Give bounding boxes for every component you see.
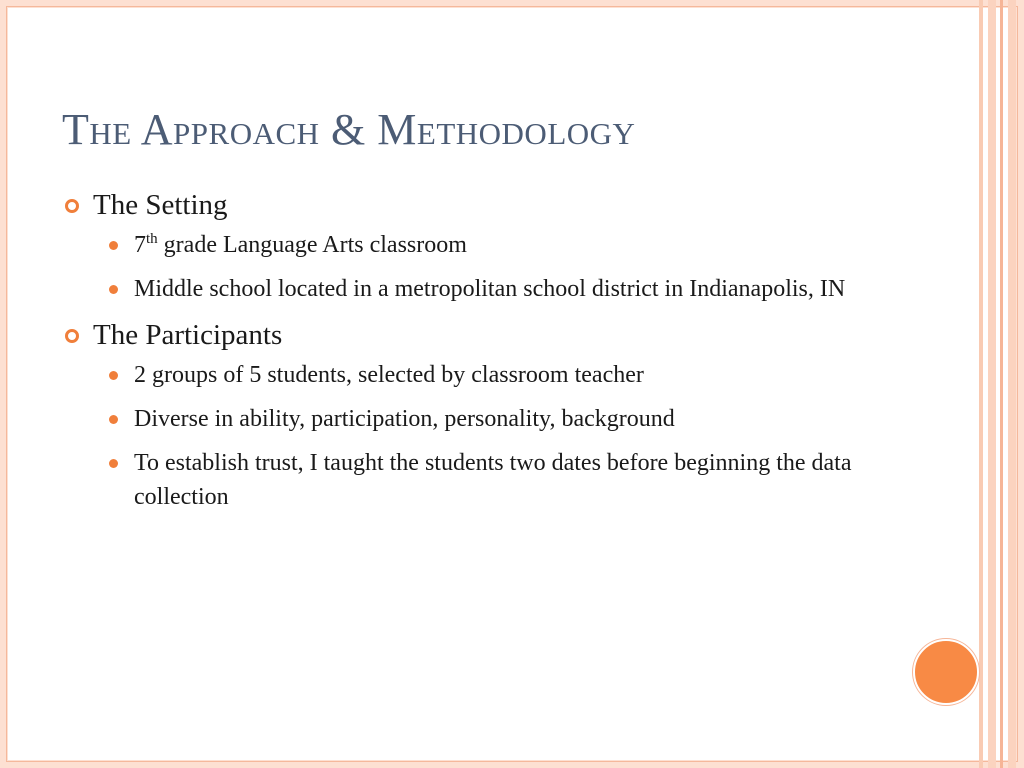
dot-bullet-icon [109,415,118,424]
slide-content [62,186,882,524]
right-decorative-stripe [979,0,983,768]
bullet-text-post: grade Language Arts classroom [157,232,467,258]
list-item [62,228,882,262]
section-heading-label: The Setting [93,189,228,221]
slide-title: The Approach & Methodology [62,105,636,154]
dot-bullet-icon [109,241,118,250]
ring-bullet-icon [65,329,79,343]
section-heading-participants [62,316,882,354]
bullet-text: To establish trust, I taught the students two dates before beginning the data collection [134,450,852,510]
setting-bullet-list [62,228,882,306]
bullet-text-pre: 7 [134,232,146,258]
ring-bullet-icon [65,199,79,213]
participants-bullet-list [62,358,882,514]
bullet-text-sup: th [146,231,158,247]
bullet-text: Diverse in ability, participation, personality, background [134,406,675,432]
list-item [62,272,882,306]
orange-circle-icon [913,639,979,705]
dot-bullet-icon [109,459,118,468]
bullet-text: Middle school located in a metropolitan school district in Indianapolis, IN [134,276,846,302]
dot-bullet-icon [109,371,118,380]
list-item [62,446,882,514]
right-decorative-stripe [1008,0,1016,768]
right-decorative-stripe [988,0,996,768]
bullet-text: 2 groups of 5 students, selected by classroom teacher [134,362,644,388]
right-decorative-stripe [1000,0,1003,768]
list-item [62,358,882,392]
section-heading-setting [62,186,882,224]
list-item [62,402,882,436]
dot-bullet-icon [109,285,118,294]
section-heading-label: The Participants [93,319,283,351]
